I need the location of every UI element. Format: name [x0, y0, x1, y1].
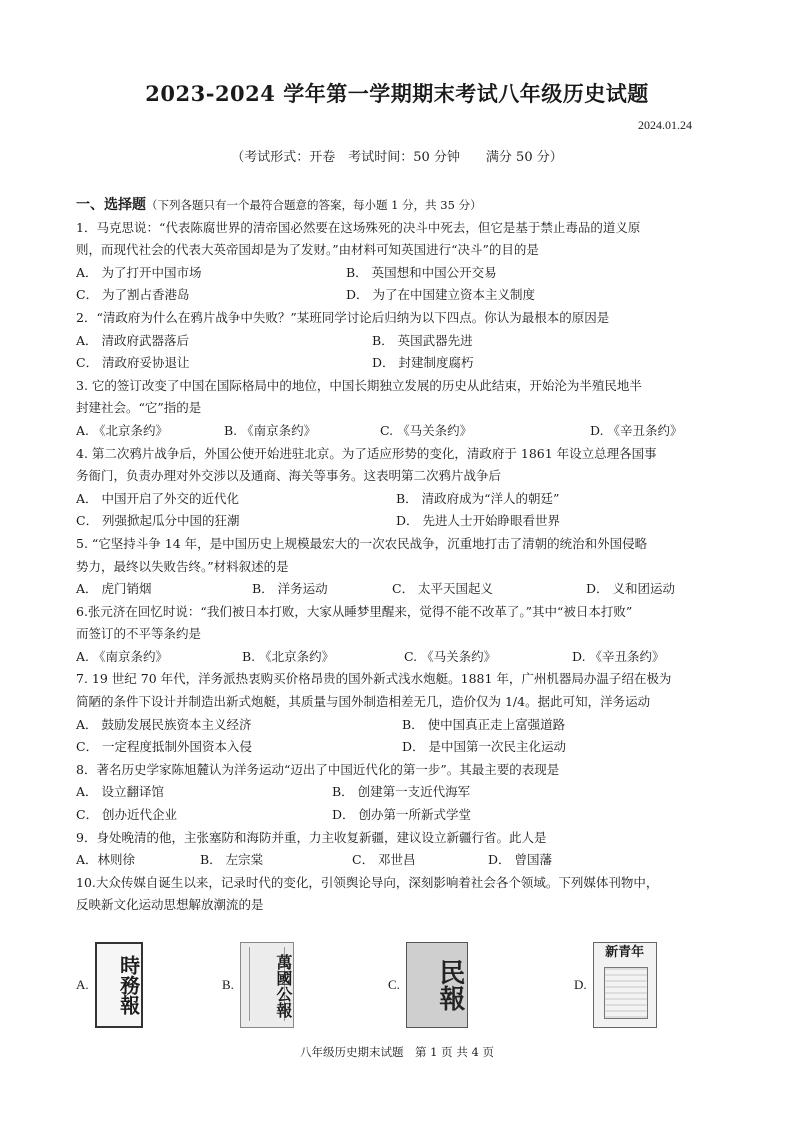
exam-title: 2023-2024 学年第一学期期末考试八年级历史试题	[145, 81, 649, 106]
option-row	[76, 262, 700, 285]
exam-date: 2024.01.24	[638, 118, 692, 132]
option-c: C. 《马关条约》	[404, 648, 497, 664]
option-c: C． 邓世昌	[352, 852, 416, 868]
option-d: D． 曾国藩	[488, 852, 552, 868]
question	[76, 375, 700, 443]
option-row	[76, 736, 700, 759]
option-a: A． 鼓励发展民族资本主义经济	[76, 716, 252, 732]
option-b: B． 英国想和中国公开交易	[346, 264, 497, 280]
question-stem: 封建社会。“它”指的是	[76, 400, 202, 416]
option-row	[76, 646, 700, 669]
option-b: B． 洋务运动	[252, 581, 328, 597]
option-b: B. 《南京条约》	[224, 422, 317, 438]
question-stem: 简陋的条件下设计并制造出新式炮艇，其质量与国外制造相差无几，造价仅为 1/4。据此可知，洋务运动	[76, 694, 651, 710]
question-stem: 9．身处晚清的他，主张塞防和海防并重，力主收复新疆，建议设立新疆行省。此人是	[76, 829, 547, 845]
option-c-label: C.	[388, 977, 400, 992]
option-row	[76, 510, 700, 533]
question	[76, 601, 700, 669]
section-title: 一、选择题	[76, 197, 146, 213]
option-row	[76, 420, 700, 443]
newspaper-cover-icon	[406, 942, 468, 1028]
option-c: C． 为了割占香港岛	[76, 287, 190, 303]
question	[76, 872, 700, 917]
question	[76, 307, 700, 375]
question	[76, 533, 700, 601]
option-d: D． 为了在中国建立资本主义制度	[346, 287, 535, 303]
question-stem: 而签订的不平等条约是	[76, 626, 202, 642]
option-row	[76, 284, 700, 307]
option-d-label: D.	[574, 977, 587, 992]
option-row	[76, 804, 700, 827]
option-a-label: A.	[76, 977, 89, 992]
option-b: B. 《北京条约》	[242, 648, 335, 664]
image-option-a	[76, 940, 143, 1030]
section-instructions: （下列各题只有一个最符合题意的答案，每小题 1 分，共 35 分）	[146, 198, 482, 212]
option-c: C． 清政府妥协退让	[76, 355, 190, 371]
question-stem: 势力，最终以失败告终。”材料叙述的是	[76, 558, 289, 574]
option-a: A． 清政府武器落后	[76, 332, 190, 348]
question	[76, 668, 700, 758]
option-c: C． 创办近代企业	[76, 807, 178, 823]
option-b: B． 英国武器先进	[372, 332, 473, 348]
option-row	[76, 330, 700, 353]
newspaper-cover-icon	[240, 942, 294, 1028]
option-d: D. 《辛丑条约》	[572, 648, 665, 664]
image-option-c	[388, 940, 468, 1030]
option-row	[76, 714, 700, 737]
option-row	[76, 488, 700, 511]
option-b: B． 创建第一支近代海军	[332, 784, 471, 800]
cover-portrait	[604, 967, 648, 1019]
question-stem: 6.张元济在回忆时说：“我们被日本打败，大家从睡梦里醒来，觉得不能不改革了。”其中“被日本打败”	[76, 603, 633, 619]
question-stem: 3. 它的签订改变了中国在国际格局中的地位，中国长期独立发展的历史从此结束，开始沦为半殖民地半	[76, 377, 642, 393]
option-row	[76, 781, 700, 804]
question-stem: 2．“清政府为什么在鸦片战争中失败？”某班同学讨论后归纳为以下四点。你认为最根本的原因是	[76, 309, 610, 325]
cover-title: 新青年	[605, 945, 645, 960]
question-stem: 7. 19 世纪 70 年代，洋务派热衷购买价格昂贵的国外新式浅水炮艇。1881 年，广州机器局办温子绍在极为	[76, 671, 672, 687]
question-10-image-options	[76, 940, 676, 1030]
option-c: C． 列强掀起瓜分中国的狂潮	[76, 513, 240, 529]
question-stem: 5. “它坚持斗争 14 年，是中国历史上规模最宏大的一次农民战争，沉重地打击了清朝的统治和外国侵略	[76, 535, 648, 551]
option-row	[76, 849, 700, 872]
option-c: C． 太平天国起义	[392, 581, 494, 597]
option-a: A．林则徐	[76, 852, 136, 868]
section-heading	[76, 194, 700, 217]
option-d: D． 义和团运动	[586, 581, 675, 597]
option-a: A． 为了打开中国市场	[76, 264, 202, 280]
option-d: D． 封建制度腐朽	[372, 355, 474, 371]
cover-title: 時務報	[116, 955, 141, 1015]
question	[76, 443, 700, 533]
question-stem: 8．著名历史学家陈旭麓认为洋务运动“迈出了中国近代化的第一步”。其最主要的表现是	[76, 761, 560, 777]
option-b: B． 左宗棠	[200, 852, 264, 868]
option-c: C． 一定程度抵制外国资本入侵	[76, 739, 253, 755]
question-stem: 反映新文化运动思想解放潮流的是	[76, 897, 264, 913]
option-b-label: B.	[222, 977, 234, 992]
option-a: A． 虎门销烟	[76, 581, 152, 597]
page-footer: 八年级历史期末试题 第 1 页 共 4 页	[300, 1045, 494, 1059]
option-b: B． 使中国真正走上富强道路	[402, 716, 566, 732]
image-option-d	[574, 940, 657, 1030]
option-d: D． 是中国第一次民主化运动	[402, 739, 566, 755]
newspaper-cover-icon	[95, 942, 143, 1028]
cover-title: 民報	[434, 959, 465, 1011]
image-option-b	[222, 940, 294, 1030]
option-row	[76, 578, 700, 601]
question-stem: 务衙门，负责办理对外交涉以及通商、海关等事务。这表明第二次鸦片战争后	[76, 468, 502, 484]
magazine-cover-icon	[593, 942, 657, 1028]
option-b: B． 清政府成为“洋人的朝廷”	[396, 490, 560, 506]
question-stem: 1．马克思说：“代表陈腐世界的清帝国必然要在这场殊死的决斗中死去，但它是基于禁止毒品的道义原	[76, 219, 641, 235]
option-a: A． 设立翻译馆	[76, 784, 165, 800]
question-stem: 则，而现代社会的代表大英帝国却是为了发财。”由材料可知英国进行“决斗”的目的是	[76, 242, 539, 258]
question-stem: 4. 第二次鸦片战争后，外国公使开始进驻北京。为了适应形势的变化，清政府于 1861 年设立总理各国事	[76, 445, 657, 461]
question	[76, 217, 700, 307]
question-section	[76, 194, 700, 917]
option-a: A. 《南京条约》	[76, 648, 168, 664]
option-d: D. 《辛丑条约》	[590, 422, 683, 438]
option-d: D． 先进人士开始睁眼看世界	[396, 513, 560, 529]
exam-info: （考试形式：开卷 考试时间：50 分钟 满分 50 分）	[231, 150, 563, 165]
option-c: C. 《马关条约》	[380, 422, 473, 438]
option-row	[76, 352, 700, 375]
option-a: A． 中国开启了外交的近代化	[76, 490, 240, 506]
option-d: D． 创办第一所新式学堂	[332, 807, 471, 823]
question	[76, 759, 700, 827]
cover-title: 萬國公報	[273, 954, 293, 1018]
option-a: A. 《北京条约》	[76, 422, 168, 438]
question-stem: 10.大众传媒自诞生以来，记录时代的变化，引领舆论导向，深刻影响着社会各个领域。下列媒体刊物中，	[76, 874, 659, 890]
question	[76, 827, 700, 872]
